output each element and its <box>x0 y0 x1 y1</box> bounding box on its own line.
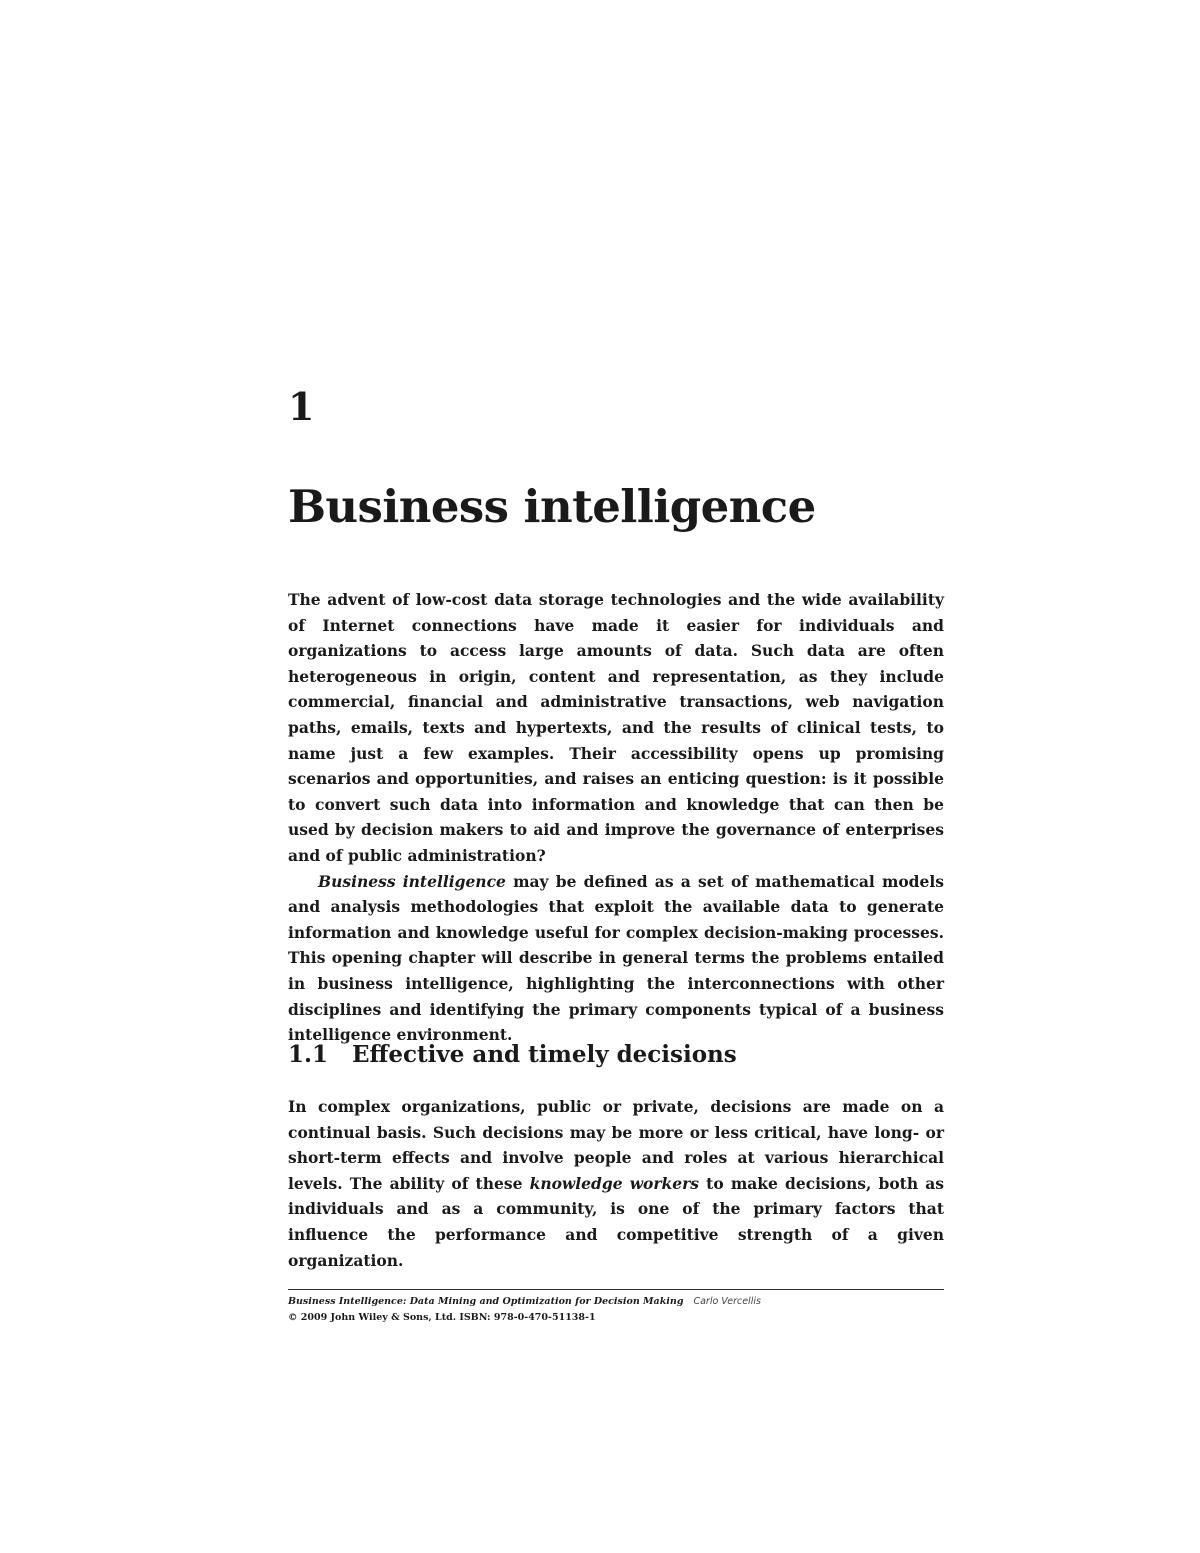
section-paragraph-end: to make decisions, both as individuals and as a community, is one of the primary factors that influence the performance and competitive strength of a given organization. <box>288 1173 945 1270</box>
footer-line-1 <box>288 1294 944 1310</box>
term-knowledge-workers: knowledge workers <box>529 1173 700 1193</box>
intro-paragraph-1: The advent of low-cost data storage technologies and the wide availability of Internet connections have made it easier for individuals and organizations to access large amounts of data. Such data are often heterogeneous in origin, content and representation, as they include commercial, financial and administrative transactions, web navigation paths, emails, texts and hypertexts, and the results of clinical tests, to name just a few examples. Their accessibility opens up promising scenarios and opportunities, and raises an enticing question: is it possible to convert such data into information and knowledge that can then be used by decision makers to aid and improve the governance of enterprises and of public administration? <box>288 590 944 865</box>
book-page <box>288 0 944 1553</box>
chapter-number: 1 <box>288 384 315 429</box>
section-paragraph-start: In complex organizations, public or private, decisions are made on a continual basis. Such decisions may be more or less critical, have long- or short-term effects and involve people and roles at various hierarchical levels. The ability of these <box>288 1097 944 1193</box>
footer-divider <box>288 1289 944 1290</box>
footer-book-title: Business Intelligence: Data Mining and Optimization for Decision Making <box>288 1296 684 1307</box>
chapter-title: Business intelligence <box>288 480 816 533</box>
section-number: 1.1 <box>288 1041 329 1068</box>
footer-author: Carlo Vercellis <box>693 1296 761 1307</box>
intro-paragraph-2-text: may be defined as a set of mathematical models and analysis methodologies that exploit the available data to generate information and knowledge useful for complex decision-making processes. This opening chapter will describe in general terms the problems entailed in business intelligence, highlighting the interconnections with other disciplines and identifying the primary components typical of a business intelligence environment. <box>288 871 945 1045</box>
section-heading <box>288 1041 944 1069</box>
chapter-intro <box>288 587 944 1048</box>
term-business-intelligence: Business intelligence <box>318 871 506 891</box>
section-title: Effective and timely decisions <box>352 1041 737 1068</box>
intro-paragraph-2 <box>288 869 944 1048</box>
page-footer <box>288 1294 944 1326</box>
footer-copyright: © 2009 John Wiley & Sons, Ltd. ISBN: 978-0-470-51138-1 <box>288 1312 596 1323</box>
section-paragraph <box>288 1094 944 1273</box>
section-body <box>288 1094 944 1273</box>
